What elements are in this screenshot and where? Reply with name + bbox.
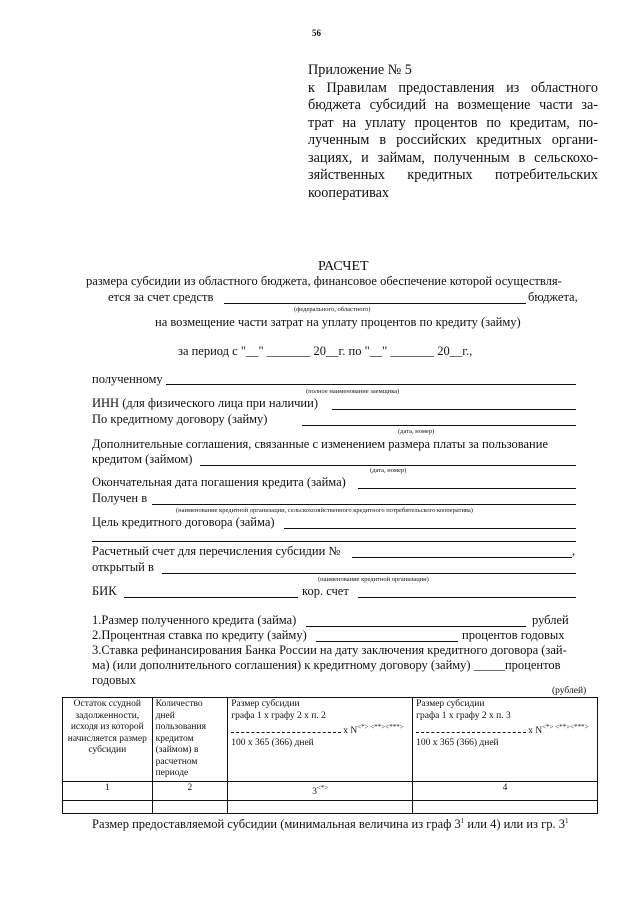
item-2-line[interactable] (316, 641, 458, 642)
header-subsidy-3 (228, 698, 413, 782)
lender-line[interactable] (152, 504, 576, 505)
heading-line-3: на возмещение части затрат на уплату процентов по кредиту (займу) (155, 315, 521, 329)
caption-bank: (наименование кредитной организации) (318, 576, 429, 583)
appendix-title: Приложение № 5 (308, 62, 412, 78)
item-2-label: 2.Процентная ставка по кредиту (займу) (92, 628, 307, 642)
account-label: Расчетный счет для перечисления субсидии № (92, 544, 341, 558)
period-line: за период с "__" _______ 20__г. по "__" _______ 20__г., (178, 344, 473, 358)
subsidy-table (62, 697, 598, 814)
appendix-line: зяйственных кредитных потребительских (308, 167, 598, 183)
header-subsidy-3-title: Размер субсидии (231, 699, 300, 709)
account-line[interactable] (352, 557, 572, 558)
appendix-line: кооперативах (308, 184, 389, 201)
table-header-row (63, 698, 598, 782)
appendix-line: трат на уплату процентов по кредитам, по- (308, 114, 598, 131)
header-subsidy-3-formula: графа 1 х графу 2 х п. 2 (231, 710, 326, 721)
inn-label: ИНН (для физического лица при наличии) (92, 396, 318, 410)
fraction-bar (231, 732, 341, 733)
footer-sup-2: 1 (564, 817, 569, 825)
cell-subsidy-4[interactable] (413, 800, 598, 813)
fraction-bar (416, 732, 526, 733)
header-balance: Остаток ссудной задолженности, исходя из которой начисляется размер субсидии (63, 698, 153, 782)
column-3-sup: <*> (316, 784, 329, 792)
account-comma: , (572, 544, 576, 558)
caption-organization: (наименование кредитной организации, сельскохозяйственного кредитного потребительского кооператива) (176, 507, 473, 514)
final-date-label: Окончательная дата погашения кредита (займа) (92, 475, 346, 489)
bik-label: БИК (92, 584, 117, 598)
page-number: 56 (312, 28, 321, 38)
bik-line[interactable] (124, 597, 298, 598)
cell-balance[interactable] (63, 800, 153, 813)
corr-account-label: кор. счет (302, 584, 349, 598)
caption-budget: (федерального, областного) (294, 306, 371, 313)
heading-line-2-suffix: бюджета, (528, 290, 578, 304)
table-unit: (рублей) (552, 686, 587, 696)
formula-tail: х N (528, 726, 543, 737)
budget-source-line[interactable] (224, 303, 526, 304)
column-number-1: 1 (63, 782, 153, 801)
final-date-line[interactable] (358, 488, 576, 489)
credit-contract-label: По кредитному договору (займу) (92, 412, 268, 426)
header-subsidy-4 (413, 698, 598, 782)
denominator-4: 100 х 365 (366) дней (416, 737, 499, 748)
footer-text: Размер предоставляемой субсидии (минимальная величина из граф $3^1$ или 4) или из гр. $3^1$ (92, 817, 569, 832)
inn-line[interactable] (332, 409, 576, 410)
formula-sup: <*> <**><***> (357, 723, 404, 731)
heading-line-2-prefix: ется за счет средств (108, 290, 214, 304)
column-number-3: 3<*> (228, 782, 413, 801)
item-3-line-2: ма) (или дополнительного соглашения) к кредитному договору (займу) _____процентов (92, 658, 561, 672)
bank-line[interactable] (162, 573, 576, 574)
purpose-label: Цель кредитного договора (займа) (92, 515, 275, 529)
appendix-line: лученным в российских кредитных органи- (308, 132, 598, 148)
footer-sup-1: 1 (460, 817, 465, 825)
purpose-line[interactable] (284, 528, 576, 529)
column-number-2: 2 (152, 782, 228, 801)
additional-label-2: кредитом (займом) (92, 452, 193, 466)
document-title: РАСЧЕТ (318, 259, 369, 274)
denominator-3: 100 х 365 (366) дней (231, 737, 314, 748)
borrower-line[interactable] (166, 384, 576, 385)
item-1-suffix: рублей (532, 613, 569, 627)
caption-borrower: (полное наименование заемщика) (306, 388, 400, 395)
additional-line[interactable] (200, 465, 576, 466)
appendix-line: бюджета субсидий на возмещение части за- (308, 97, 598, 113)
opened-in-label: открытый в (92, 560, 154, 574)
header-days: Количество дней пользования кредитом (займом) в расчетном периоде (152, 698, 228, 782)
fraction-line-4 (416, 722, 594, 738)
item-1-line[interactable] (306, 626, 526, 627)
table-data-row (63, 800, 598, 813)
column-number-4: 4 (413, 782, 598, 801)
received-label: полученному (92, 372, 163, 386)
formula-tail: х N (343, 726, 358, 737)
purpose-line-2[interactable] (92, 541, 576, 542)
item-2-suffix: процентов годовых (462, 628, 565, 642)
corr-account-line[interactable] (358, 597, 576, 598)
credit-contract-line[interactable] (302, 425, 576, 426)
header-subsidy-4-formula: графа 1 х графу 2 х п. 3 (416, 710, 511, 721)
appendix-line: к Правилам предоставления из областного (308, 79, 598, 96)
heading-line-1: размера субсидии из областного бюджета, финансовое обеспечение которой осуществля- (86, 274, 562, 288)
item-1-label: 1.Размер полученного кредита (займа) (92, 613, 297, 627)
appendix-line: зациях, и займам, полученным в сельскохо- (308, 149, 598, 166)
received-in-label: Получен в (92, 491, 148, 505)
appendix-block (308, 62, 598, 202)
caption-date-number-2: (дата, номер) (370, 467, 407, 474)
cell-days[interactable] (152, 800, 228, 813)
caption-date-number: (дата, номер) (398, 428, 435, 435)
header-subsidy-4-title: Размер субсидии (416, 699, 485, 709)
table-number-row (63, 782, 598, 801)
additional-label-1: Дополнительные соглашения, связанные с изменением размера платы за пользование (92, 437, 548, 451)
item-3-line-3: годовых (92, 673, 136, 687)
item-3-line-1: 3.Ставка рефинансирования Банка России на дату заключения кредитного договора (зай- (92, 643, 567, 657)
cell-subsidy-3[interactable] (228, 800, 413, 813)
fraction-line-3 (231, 722, 409, 738)
formula-sup: <*> <**><***> (542, 723, 589, 731)
